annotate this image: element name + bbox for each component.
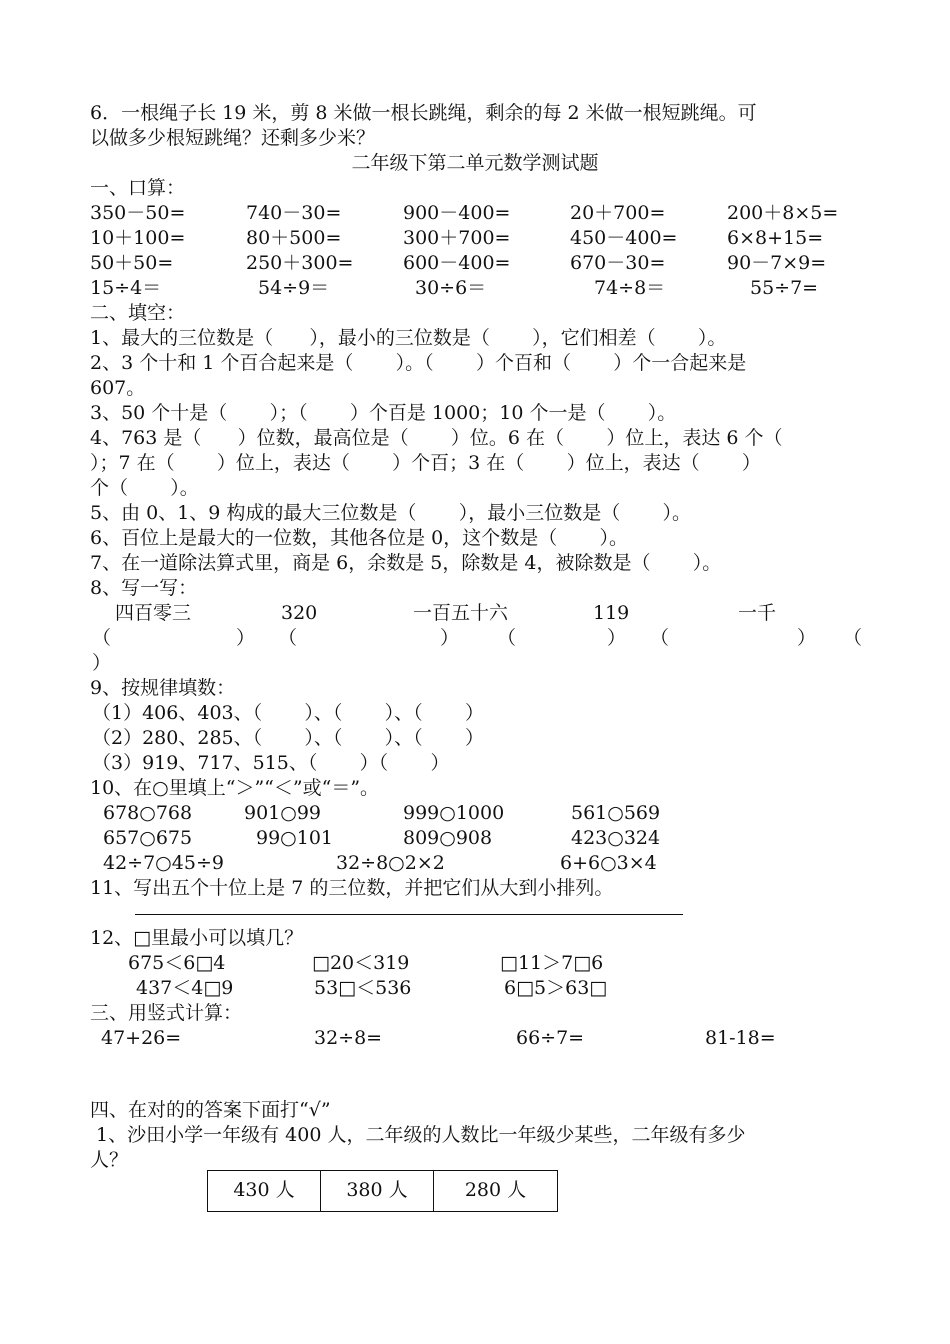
- answer-bracket: （: [843, 627, 863, 649]
- fill-question-7: 7、在一道除法算式里，商是 6，余数是 5，除数是 4，被除数是（ ）。: [90, 552, 722, 574]
- oral-item: 74÷8＝: [594, 277, 666, 299]
- choice-question-1-cont: 人？: [90, 1149, 129, 1171]
- compare-item: 423○324: [571, 827, 661, 849]
- write-item: 119: [593, 602, 630, 624]
- choice-question-1: 1、沙田小学一年级有 400 人，二年级的人数比一年级少某些，二年级有多少: [90, 1124, 746, 1146]
- oral-item: 10＋100=: [90, 227, 186, 249]
- answer-bracket: ）: [607, 627, 627, 649]
- oral-item: 900－400=: [403, 202, 511, 224]
- vertical-calc-item: 32÷8=: [314, 1027, 383, 1049]
- option-cell[interactable]: 280 人: [434, 1171, 558, 1212]
- option-cell[interactable]: 380 人: [321, 1171, 434, 1212]
- compare-item: 6+6○3×4: [560, 852, 657, 874]
- fill-question-4-cont: 个（ ）。: [90, 477, 199, 499]
- compare-item: 32÷8○2×2: [336, 852, 445, 874]
- fill-question-8: 8、写一写：: [90, 577, 198, 599]
- answer-bracket: ）: [440, 627, 460, 649]
- fill-question-1: 1、最大的三位数是（ ），最小的三位数是（ ），它们相差（ ）。: [90, 327, 727, 349]
- box-item: 437＜4□9: [136, 977, 234, 999]
- fill-question-9: 9、按规律填数：: [90, 677, 236, 699]
- oral-item: 30÷6＝: [415, 277, 487, 299]
- fill-question-11: 11、写出五个十位上是 7 的三位数，并把它们从大到小排列。: [90, 877, 614, 899]
- answer-bracket: ）: [797, 627, 817, 649]
- compare-item: 901○99: [244, 802, 322, 824]
- sequence-line: （1）406、403、（ ）、（ ）、（ ）: [92, 702, 484, 724]
- answer-bracket: （: [650, 627, 670, 649]
- answer-bracket: （: [278, 627, 298, 649]
- fill-question-10: 10、在○里填上“＞”“＜”或“＝”。: [90, 777, 380, 799]
- fill-question-4: 4、763 是（ ）位数，最高位是（ ）位。6 在（ ）位上，表达 6 个（: [90, 427, 783, 449]
- carryover-question-line-1: 6．一根绳子长 19 米，剪 8 米做一根长跳绳，剩余的每 2 米做一根短跳绳。可: [90, 102, 757, 124]
- fill-question-2: 2、3 个十和 1 个百合起来是（ ）。（ ）个百和（ ）个一合起来是: [90, 352, 747, 374]
- oral-item: 50＋50=: [90, 252, 174, 274]
- fill-question-6: 6、百位上是最大的一位数，其他各位是 0，这个数是（ ）。: [90, 527, 628, 549]
- option-cell[interactable]: 430 人: [208, 1171, 321, 1212]
- compare-item: 678○768: [103, 802, 193, 824]
- oral-item: 250＋300=: [246, 252, 354, 274]
- oral-item: 300＋700=: [403, 227, 511, 249]
- vertical-calc-item: 66÷7=: [516, 1027, 585, 1049]
- box-item: 6□5＞63□: [504, 977, 608, 999]
- section-2-heading: 二、填空：: [90, 302, 186, 324]
- oral-item: 670－30=: [570, 252, 666, 274]
- answer-bracket: ）: [236, 627, 256, 649]
- oral-item: 90－7×9=: [727, 252, 827, 274]
- answer-bracket: （: [497, 627, 517, 649]
- fill-question-3: 3、50 个十是（ ）；（ ）个百是 1000；10 个一是（ ）。: [90, 402, 677, 424]
- carryover-question-line-2: 以做多少根短跳绳？还剩多少米？: [90, 127, 376, 149]
- compare-item: 999○1000: [403, 802, 505, 824]
- write-item: 四百零三: [115, 602, 192, 624]
- oral-item: 80＋500=: [246, 227, 342, 249]
- box-item: □20＜319: [312, 952, 410, 974]
- compare-item: 99○101: [256, 827, 334, 849]
- section-3-heading: 三、用竖式计算：: [90, 1002, 243, 1024]
- write-item: 一百五十六: [413, 602, 509, 624]
- page-title: 二年级下第二单元数学测试题: [351, 152, 599, 174]
- fill-question-2-cont: 607。: [90, 377, 146, 399]
- oral-item: 54÷9＝: [258, 277, 330, 299]
- answer-bracket: ）: [92, 652, 112, 674]
- answer-line[interactable]: [135, 914, 683, 915]
- sequence-line: （3）919、717、515、（ ）（ ）: [92, 752, 450, 774]
- answer-bracket: （: [92, 627, 112, 649]
- compare-item: 561○569: [571, 802, 661, 824]
- fill-question-12: 12、□里最小可以填几？: [90, 927, 304, 949]
- box-item: 675＜6□4: [128, 952, 226, 974]
- vertical-calc-item: 47+26=: [101, 1027, 182, 1049]
- compare-item: 657○675: [103, 827, 193, 849]
- write-item: 一千: [738, 602, 777, 624]
- compare-item: 42÷7○45÷9: [103, 852, 224, 874]
- fill-question-5: 5、由 0、1、9 构成的最大三位数是（ ），最小三位数是（ ）。: [90, 502, 691, 524]
- sequence-line: （2）280、285、（ ）、（ ）、（ ）: [92, 727, 484, 749]
- answer-options-table: [207, 1170, 558, 1212]
- vertical-calc-item: 81-18=: [705, 1027, 776, 1049]
- write-item: 320: [281, 602, 318, 624]
- section-4-heading: 四、在对的的答案下面打“√”: [90, 1099, 331, 1121]
- section-1-heading: 一、口算：: [90, 177, 186, 199]
- box-item: 53□＜536: [314, 977, 412, 999]
- oral-item: 6×8+15=: [727, 227, 824, 249]
- oral-item: 20＋700=: [570, 202, 666, 224]
- oral-item: 15÷4＝: [90, 277, 162, 299]
- oral-item: 600－400=: [403, 252, 511, 274]
- compare-item: 809○908: [403, 827, 493, 849]
- oral-item: 55÷7=: [750, 277, 819, 299]
- oral-item: 740－30=: [246, 202, 342, 224]
- oral-item: 200＋8×5=: [727, 202, 839, 224]
- oral-item: 350－50=: [90, 202, 186, 224]
- box-item: □11＞7□6: [500, 952, 604, 974]
- oral-item: 450－400=: [570, 227, 678, 249]
- fill-question-4-cont: ）；7 在（ ）位上，表达（ ）个百；3 在（ ）位上，表达（ ）: [90, 452, 761, 474]
